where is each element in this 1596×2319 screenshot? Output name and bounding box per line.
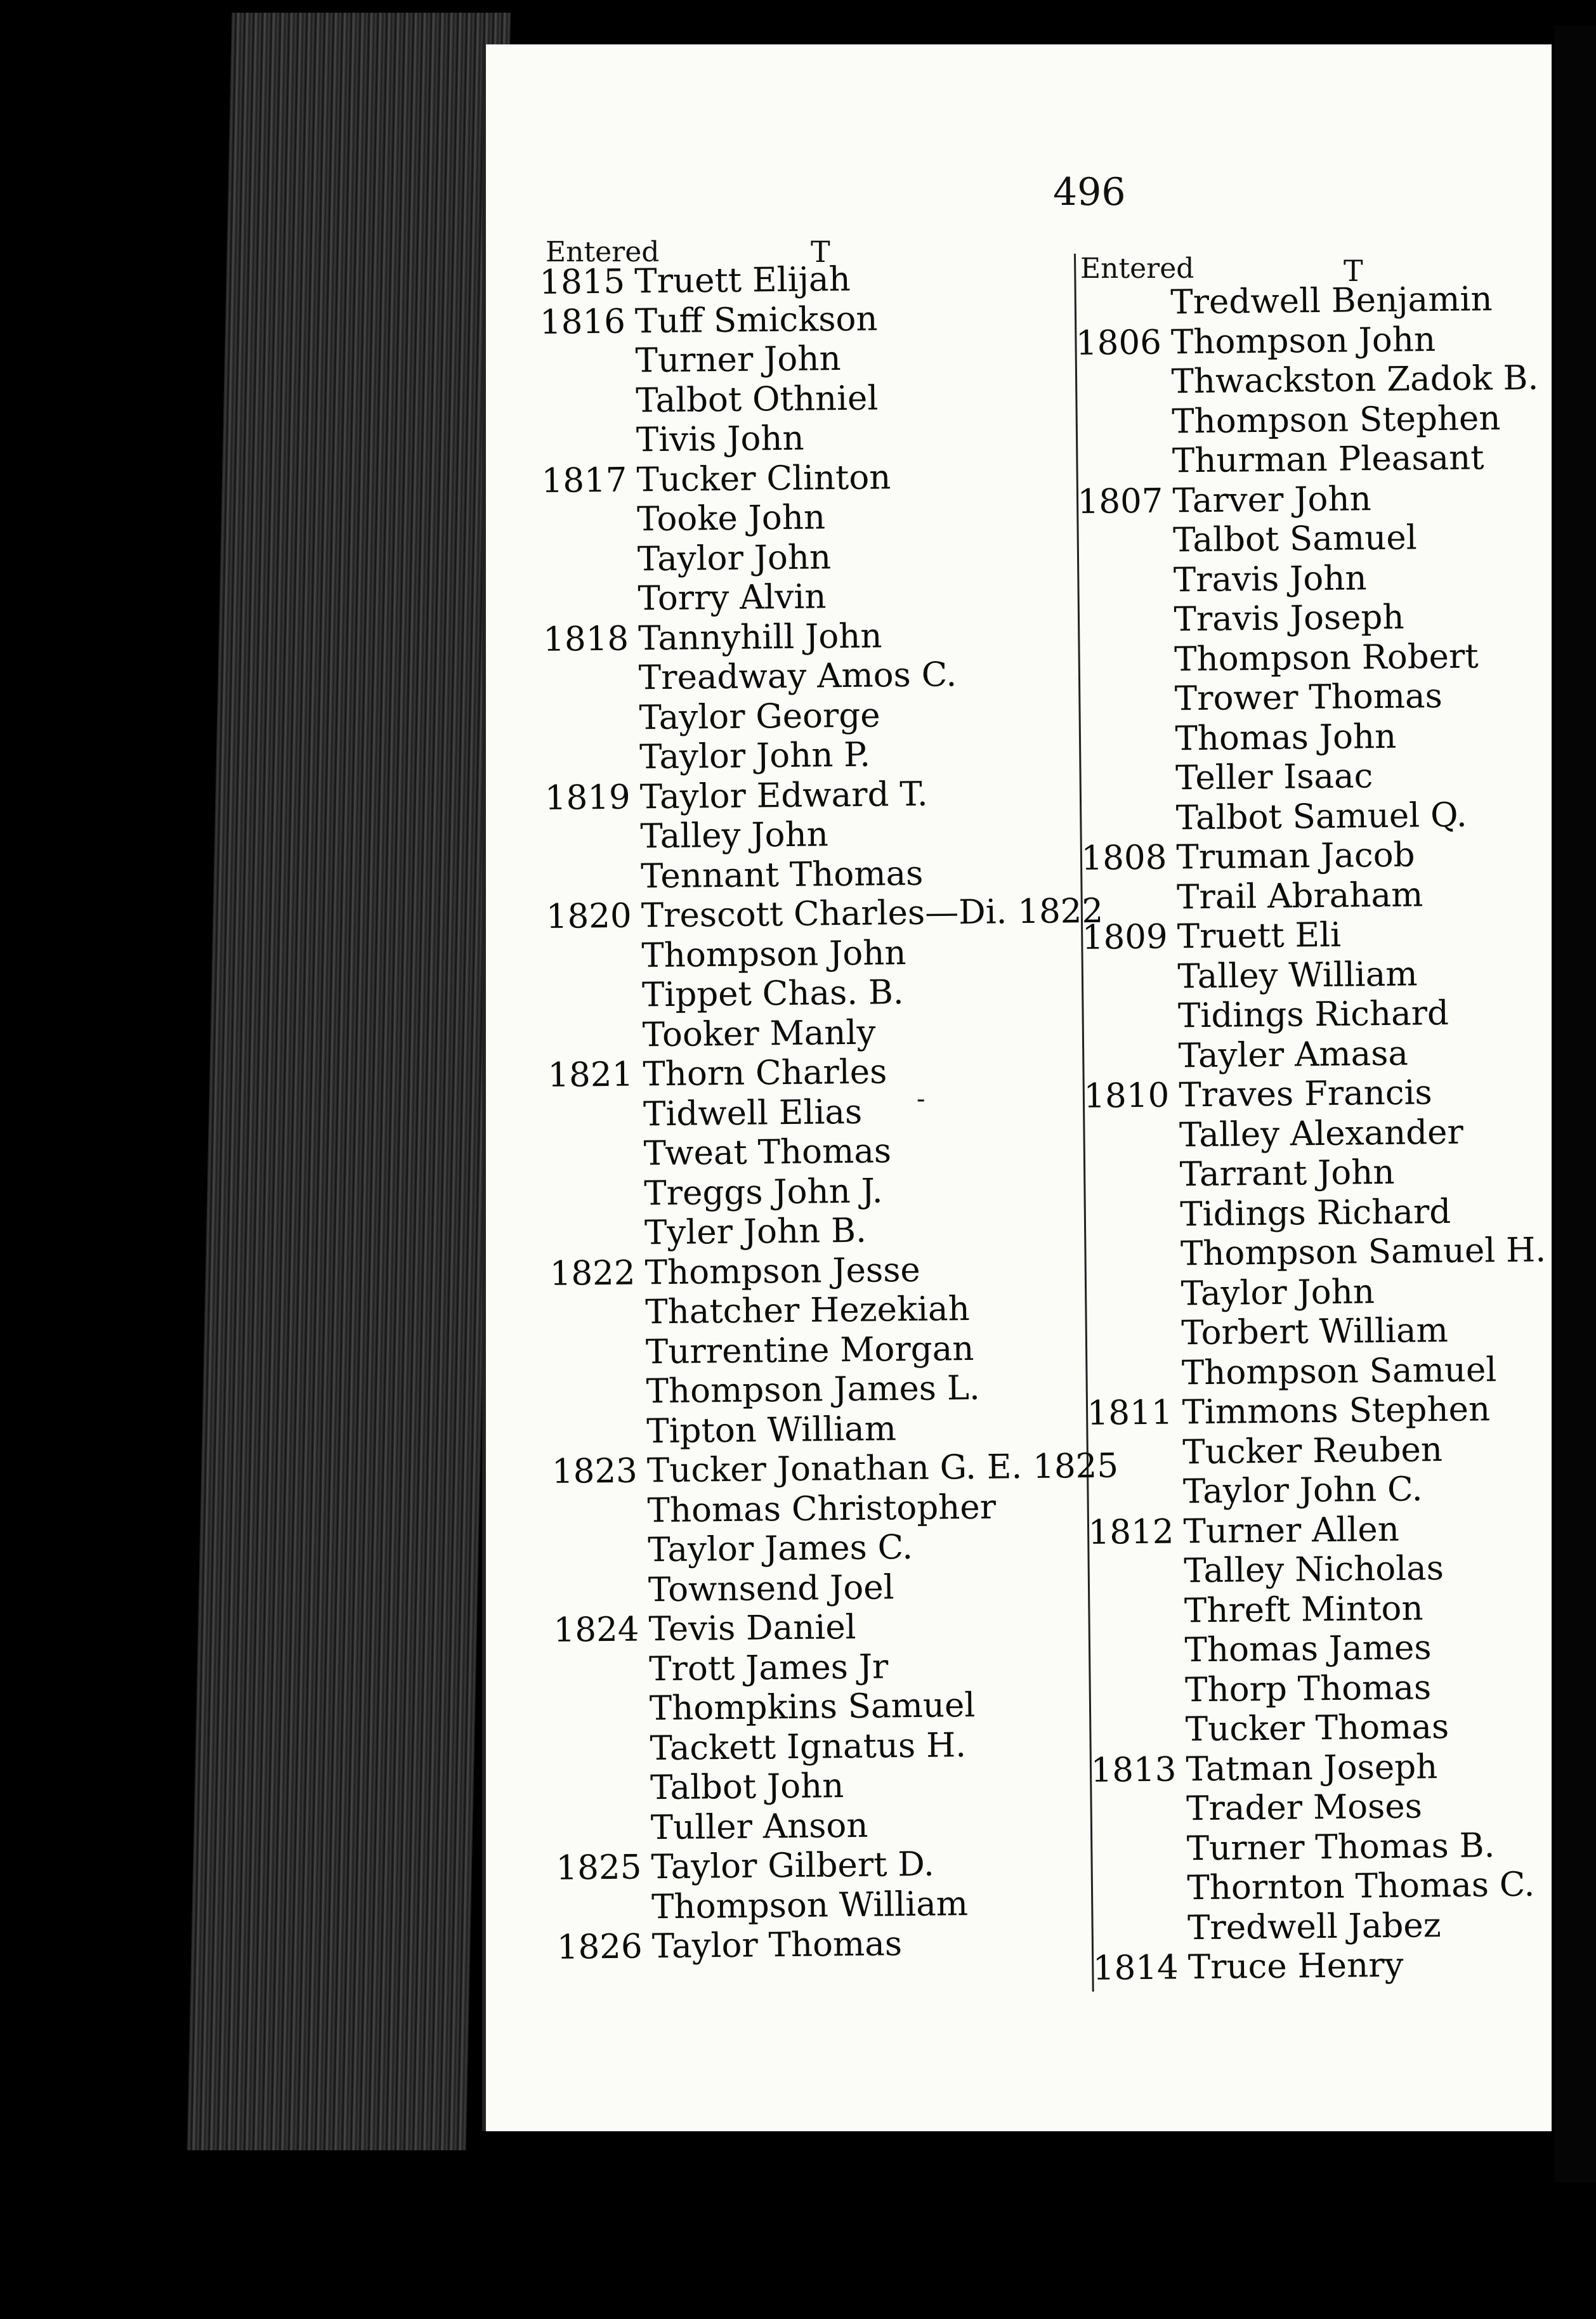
entry-name: Townsend Joel	[648, 1567, 894, 1609]
entry-name: Thomas James	[1184, 1628, 1432, 1670]
entry-name: Talley William	[1177, 954, 1418, 996]
entry-name: Thurman Pleasant	[1172, 438, 1484, 481]
entry-name: Tivis John	[636, 419, 804, 460]
entry-name: Tackett Ignatus H.	[650, 1725, 967, 1768]
entry-year: 1811	[1087, 1393, 1173, 1433]
entry-year: 1808	[1081, 838, 1167, 878]
entry-name: Turrentine Morgan	[645, 1329, 974, 1371]
entry-name: Traves Francis	[1179, 1073, 1433, 1115]
entry-name: Taylor John P.	[639, 735, 871, 777]
entry-name: Truce Henry	[1187, 1945, 1404, 1987]
list-item	[1077, 479, 1371, 521]
entry-name: Teller Isaac	[1175, 757, 1373, 798]
entry-name: Tooker Manly	[642, 1013, 876, 1054]
entry-name: Thompkins Samuel	[649, 1685, 976, 1728]
entry-year: 1814	[1092, 1948, 1179, 1988]
entry-name: Truett Elijah	[634, 259, 851, 301]
entry-name: Turner Thomas B.	[1186, 1826, 1495, 1868]
entry-name: Turner Allen	[1183, 1510, 1400, 1551]
entry-name: Treadway Amos C.	[638, 655, 957, 698]
entry-name: Thatcher Hezekiah	[645, 1289, 971, 1332]
list-item	[547, 1052, 887, 1095]
page-number: 496	[1053, 170, 1126, 214]
entry-name: Tuller Anson	[650, 1806, 868, 1847]
entry-name: Tippet Chas. B.	[641, 973, 905, 1015]
entry-name: Tucker Thomas	[1185, 1707, 1449, 1749]
entry-name: Tucker Clinton	[636, 457, 891, 499]
entry-name: Tannyhill John	[638, 616, 882, 658]
entry-year: 1813	[1090, 1749, 1177, 1790]
list-item	[1090, 1747, 1438, 1790]
list-item	[1083, 1073, 1433, 1116]
entry-name: Taylor Edward T.	[639, 774, 929, 816]
entry-name: Tevis Daniel	[648, 1607, 856, 1649]
entry-name: Timmons Stephen	[1182, 1390, 1491, 1432]
entry-name: Trott James Jr	[648, 1647, 889, 1689]
entry-name: Thompson John	[641, 933, 906, 975]
entry-name: Torbert William	[1181, 1310, 1449, 1353]
list-item	[551, 1446, 1119, 1492]
list-item	[553, 1607, 856, 1650]
entry-year: 1818	[542, 619, 629, 659]
left-header-letter: T	[811, 235, 830, 269]
entry-name: Tooke John	[636, 498, 826, 539]
entry-name: Talley Alexander	[1179, 1113, 1464, 1154]
list-item	[541, 457, 891, 500]
entry-year: 1825	[556, 1848, 642, 1888]
entry-name: Truman Jacob	[1176, 835, 1415, 877]
entry-name: Tuff Smickson	[634, 299, 878, 341]
entry-name: Thompson John	[1170, 320, 1436, 362]
list-item	[544, 774, 929, 818]
entry-name: Taylor John	[1181, 1272, 1375, 1313]
entry-year: 1820	[546, 896, 632, 936]
entry-name: Thomas Christopher	[647, 1487, 997, 1530]
entry-name: Threft Minton	[1184, 1588, 1423, 1630]
entry-name: Tayler Amasa	[1178, 1034, 1409, 1075]
left-header-entered: Entered	[546, 236, 660, 268]
entry-year: 1824	[553, 1610, 639, 1650]
entry-name: Thompson William	[651, 1884, 969, 1926]
dark-margin	[1554, 25, 1596, 2182]
entry-name: Tyler John B.	[644, 1211, 867, 1253]
entry-name: Tidings Richard	[1180, 1192, 1451, 1234]
entry-name: Tarrant John	[1179, 1153, 1395, 1194]
entry-year: 1815	[539, 262, 625, 302]
entry-name: Thompson Jesse	[644, 1250, 921, 1292]
entry-name: Talbot Samuel Q.	[1175, 795, 1468, 837]
entry-name: Torry Alvin	[638, 577, 827, 618]
entry-name: Tipton William	[646, 1409, 897, 1451]
entry-name: Trescott Charles—Di. 1822	[641, 891, 1104, 936]
entry-name: Thomas John	[1175, 717, 1397, 758]
list-item	[1081, 835, 1415, 879]
entry-name: Tredwell Jabez	[1187, 1905, 1441, 1947]
entry-name: Thornton Thomas C.	[1187, 1865, 1535, 1908]
entry-name: Thompson Robert	[1174, 636, 1479, 679]
entry-name: Tennant Thomas	[640, 854, 924, 896]
entry-name: Trader Moses	[1186, 1787, 1423, 1829]
entry-name: Talley Nicholas	[1183, 1549, 1444, 1591]
entry-name: Thompson Stephen	[1171, 398, 1501, 441]
list-item	[1092, 1945, 1404, 1989]
entry-name: Travis John	[1173, 558, 1367, 599]
entry-name: Taylor Gilbert D.	[651, 1845, 935, 1887]
entry-year: 1816	[539, 302, 626, 342]
entry-name: Trower Thomas	[1174, 676, 1443, 719]
entry-name: Treggs John J.	[644, 1171, 883, 1213]
entry-name: Travis Joseph	[1174, 598, 1404, 639]
entry-year: 1810	[1083, 1076, 1170, 1116]
entry-year: 1806	[1075, 323, 1162, 363]
entry-year: 1826	[556, 1927, 643, 1967]
entry-name: Tidings Richard	[1177, 993, 1449, 1036]
entry-name: Truett Eli	[1177, 915, 1342, 957]
entry-year: 1819	[544, 778, 631, 818]
entry-name: Tidwell Elias	[643, 1092, 863, 1133]
list-item	[1088, 1510, 1400, 1552]
entry-year: 1822	[549, 1253, 636, 1293]
entry-name: Tucker Jonathan G. E. 1825	[646, 1446, 1119, 1491]
book-spine-edge	[187, 13, 511, 2150]
entry-name: Thompson Samuel H.	[1180, 1231, 1547, 1274]
list-item	[542, 616, 882, 659]
list-item	[549, 1250, 921, 1293]
entry-year: 1809	[1082, 917, 1168, 957]
entry-name: Talbot Othniel	[635, 378, 879, 420]
right-header-letter: T	[1344, 254, 1363, 288]
entry-name: Turner John	[635, 339, 841, 381]
list-item	[539, 259, 851, 303]
stray-dash-mark: -	[917, 1085, 926, 1114]
entry-name: Trail Abraham	[1176, 875, 1423, 917]
entry-name: Tredwell Benjamin	[1170, 280, 1493, 322]
entry-year: 1817	[541, 461, 627, 500]
entry-name: Thwackston Zadok B.	[1171, 358, 1539, 402]
entry-name: Thompson James L.	[646, 1368, 981, 1411]
entry-name: Taylor Thomas	[651, 1924, 903, 1966]
entry-year: 1807	[1077, 481, 1163, 521]
entry-name: Thompson Samuel	[1181, 1350, 1497, 1392]
entry-name: Tarver John	[1172, 479, 1371, 520]
entry-name: Tatman Joseph	[1186, 1747, 1438, 1789]
entry-year: 1823	[551, 1451, 638, 1491]
entry-year: 1812	[1088, 1512, 1174, 1552]
entry-name: Taylor John	[637, 537, 832, 578]
entry-name: Thorn Charles	[643, 1052, 887, 1094]
entry-name: Talley John	[640, 815, 829, 856]
list-item	[556, 1924, 903, 1968]
entry-name: Talbot John	[650, 1767, 844, 1808]
entry-name: Taylor John C.	[1182, 1470, 1423, 1512]
entry-year: 1821	[547, 1055, 634, 1095]
right-header-entered: Entered	[1080, 252, 1194, 285]
entry-name: Taylor James C.	[647, 1527, 913, 1570]
entry-name: Talbot Samuel	[1172, 518, 1417, 560]
entry-name: Thorp Thomas	[1184, 1668, 1432, 1709]
entry-name: Tucker Reuben	[1182, 1430, 1443, 1472]
entry-name: Tweat Thomas	[643, 1132, 892, 1173]
entry-name: Taylor George	[639, 695, 880, 737]
